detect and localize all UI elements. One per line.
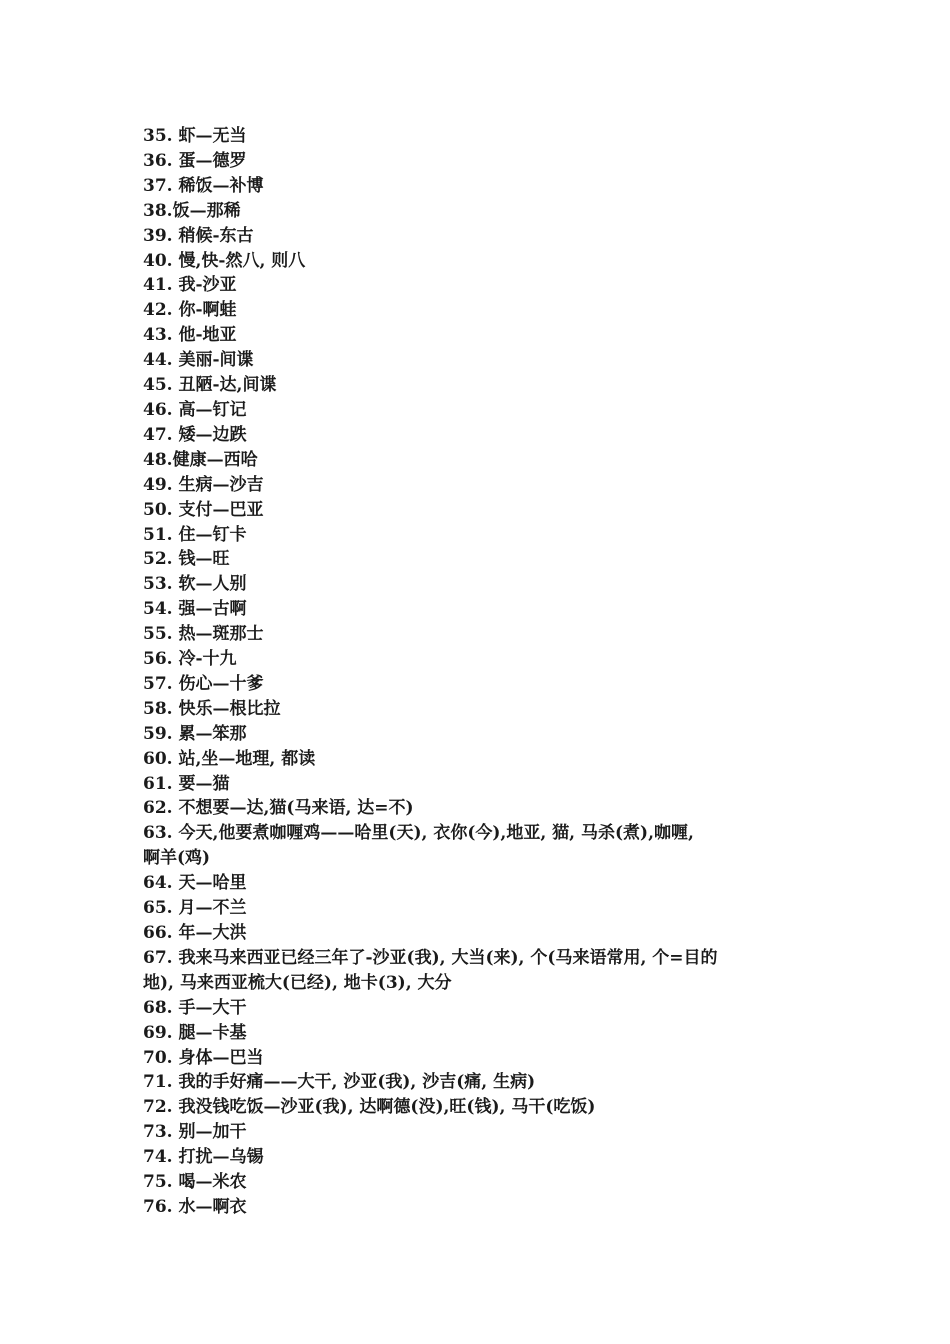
list-item: 63. 今天,他要煮咖喱鸡——哈里(天), 衣你(今),地亚, 猫, 马杀(煮),咖喱, bbox=[143, 823, 694, 844]
list-item: 70. 身体—巴当 bbox=[143, 1047, 264, 1068]
list-item: 76. 水—啊衣 bbox=[143, 1196, 247, 1217]
list-item: 67. 我来马来西亚已经三年了-沙亚(我), 大当(来), 个(马来语常用, 个=目的 bbox=[143, 947, 718, 968]
list-item: 48.健康—西哈 bbox=[143, 449, 258, 470]
list-item: 68. 手—大干 bbox=[143, 997, 247, 1018]
list-item: 49. 生病—沙吉 bbox=[143, 474, 264, 495]
list-item: 61. 要—猫 bbox=[143, 773, 230, 794]
list-item: 50. 支付—巴亚 bbox=[143, 499, 264, 520]
list-item: 54. 强—古啊 bbox=[143, 599, 247, 620]
list-item: 45. 丑陋-达,间谍 bbox=[143, 375, 277, 396]
list-item: 62. 不想要—达,猫(马来语, 达=不) bbox=[143, 798, 414, 819]
list-item: 57. 伤心—十爹 bbox=[143, 673, 264, 694]
list-item: 44. 美丽-间谍 bbox=[143, 350, 254, 371]
list-item: 39. 稍候-东古 bbox=[143, 225, 254, 246]
list-item: 69. 腿—卡基 bbox=[143, 1022, 247, 1043]
list-item: 37. 稀饭—补博 bbox=[143, 175, 264, 196]
list-item: 42. 你-啊蛙 bbox=[143, 300, 237, 321]
list-item: 59. 累—笨那 bbox=[143, 723, 247, 744]
list-item: 40. 慢,快-然八, 则八 bbox=[143, 250, 306, 271]
list-item: 43. 他-地亚 bbox=[143, 325, 237, 346]
list-item: 41. 我-沙亚 bbox=[143, 275, 237, 296]
document-page bbox=[143, 124, 823, 1220]
list-item: 66. 年—大洪 bbox=[143, 923, 247, 943]
list-item: 55. 热—斑那士 bbox=[143, 624, 264, 645]
list-item: 72. 我没钱吃饭—沙亚(我), 达啊德(没),旺(钱), 马干(吃饭) bbox=[143, 1097, 596, 1118]
list-item: 46. 高—钉记 bbox=[143, 399, 247, 420]
list-item: 56. 冷-十九 bbox=[143, 649, 237, 670]
list-item: 73. 别—加干 bbox=[143, 1122, 247, 1143]
list-item: 36. 蛋—德罗 bbox=[143, 150, 247, 171]
list-item-continuation: 地), 马来西亚梳大(已经), 地卡(3), 大分 bbox=[143, 972, 452, 993]
list-item: 51. 住—钉卡 bbox=[143, 524, 247, 545]
list-item: 53. 软—人别 bbox=[143, 574, 247, 595]
list-item: 71. 我的手好痛——大干, 沙亚(我), 沙吉(痛, 生病) bbox=[143, 1072, 536, 1093]
list-item: 47. 矮—边跌 bbox=[143, 424, 247, 445]
list-item: 60. 站,坐—地理, 都读 bbox=[143, 748, 316, 769]
list-item-continuation: 啊羊(鸡) bbox=[143, 848, 211, 869]
list-item: 58. 快乐—根比拉 bbox=[143, 698, 281, 719]
list-item: 38.饭—那稀 bbox=[143, 200, 241, 221]
list-item: 65. 月—不兰 bbox=[143, 898, 247, 919]
list-item: 75. 喝—米农 bbox=[143, 1172, 247, 1193]
list-item: 52. 钱—旺 bbox=[143, 549, 230, 570]
list-item: 64. 天—哈里 bbox=[143, 873, 247, 894]
list-item: 74. 打扰—乌锡 bbox=[143, 1147, 264, 1168]
list-item: 35. 虾—无当 bbox=[143, 126, 247, 146]
